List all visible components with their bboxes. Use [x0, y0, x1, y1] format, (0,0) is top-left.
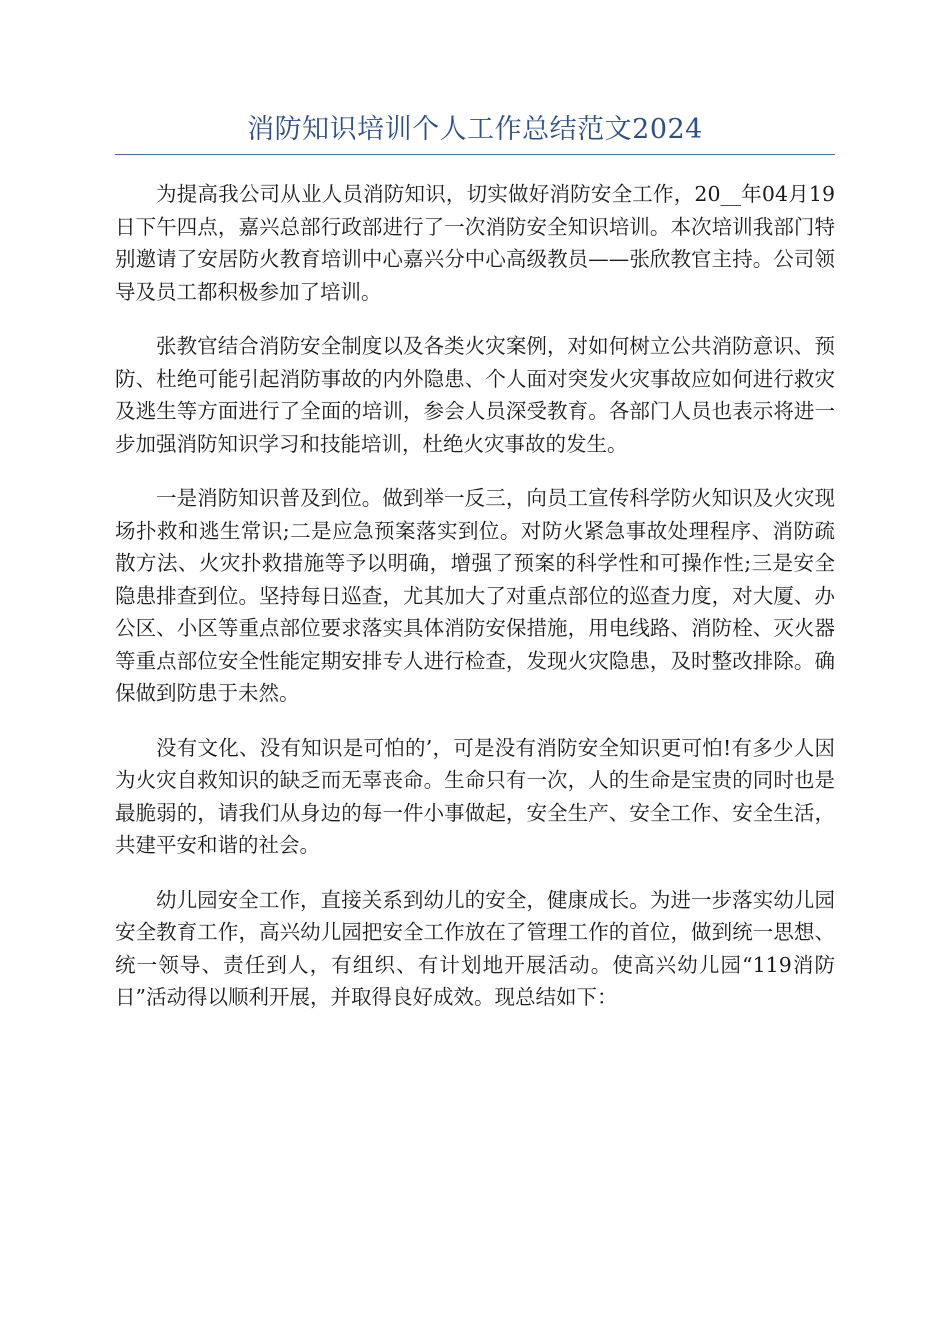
paragraph-1: 为提高我公司从业人员消防知识，切实做好消防安全工作，20__年04月19日下午四点，嘉兴总部行政部进行了一次消防安全知识培训。本次培训我部门特别邀请了安居防火教育培训中心嘉兴分中心高级教员——张欣教官主持。公司领导及员工都积极参加了培训。 — [115, 182, 835, 304]
paragraph-4: 没有文化、没有知识是可怕的’，可是没有消防安全知识更可怕!有多少人因为火灾自救知识的缺乏而无辜丧命。生命只有一次，人的生命是宝贵的同时也是最脆弱的，请我们从身边的每一件小事做起，安全生产、安全工作、安全生活，共建平安和谐的社会。 — [115, 735, 835, 857]
document-body — [115, 178, 835, 1036]
paragraph-3: 一是消防知识普及到位。做到举一反三，向员工宣传科学防火知识及火灾现场扑救和逃生常识;二是应急预案落实到位。对防火紧急事故处理程序、消防疏散方法、火灾扑救措施等予以明确，增强了预案的科学性和可操作性;三是安全隐患排查到位。坚持每日巡查，尤其加大了对重点部位的巡查力度，对大厦、办公区、小区等重点部位要求落实具体消防安保措施，用电线路、消防栓、灭火器等重点部位安全性能定期安排专人进行检查，发现火灾隐患，及时整改排除。确保做到防患于未然。 — [115, 486, 835, 705]
paragraph-2: 张教官结合消防安全制度以及各类火灾案例，对如何树立公共消防意识、预防、杜绝可能引起消防事故的内外隐患、个人面对突发火灾事故应如何进行救灾及逃生等方面进行了全面的培训，参会人员深受教育。各部门人员也表示将进一步加强消防知识学习和技能培训，杜绝火灾事故的发生。 — [115, 334, 835, 456]
paragraph-5: 幼儿园安全工作，直接关系到幼儿的安全，健康成长。为进一步落实幼儿园安全教育工作，高兴幼儿园把安全工作放在了管理工作的首位，做到统一思想、统一领导、责任到人，有组织、有计划地开展活动。使高兴幼儿园“119消防日”活动得以顺利开展，并取得良好成效。现总结如下： — [115, 887, 835, 1009]
title-underline — [115, 154, 835, 155]
document-title: 消防知识培训个人工作总结范文2024 — [247, 114, 703, 145]
